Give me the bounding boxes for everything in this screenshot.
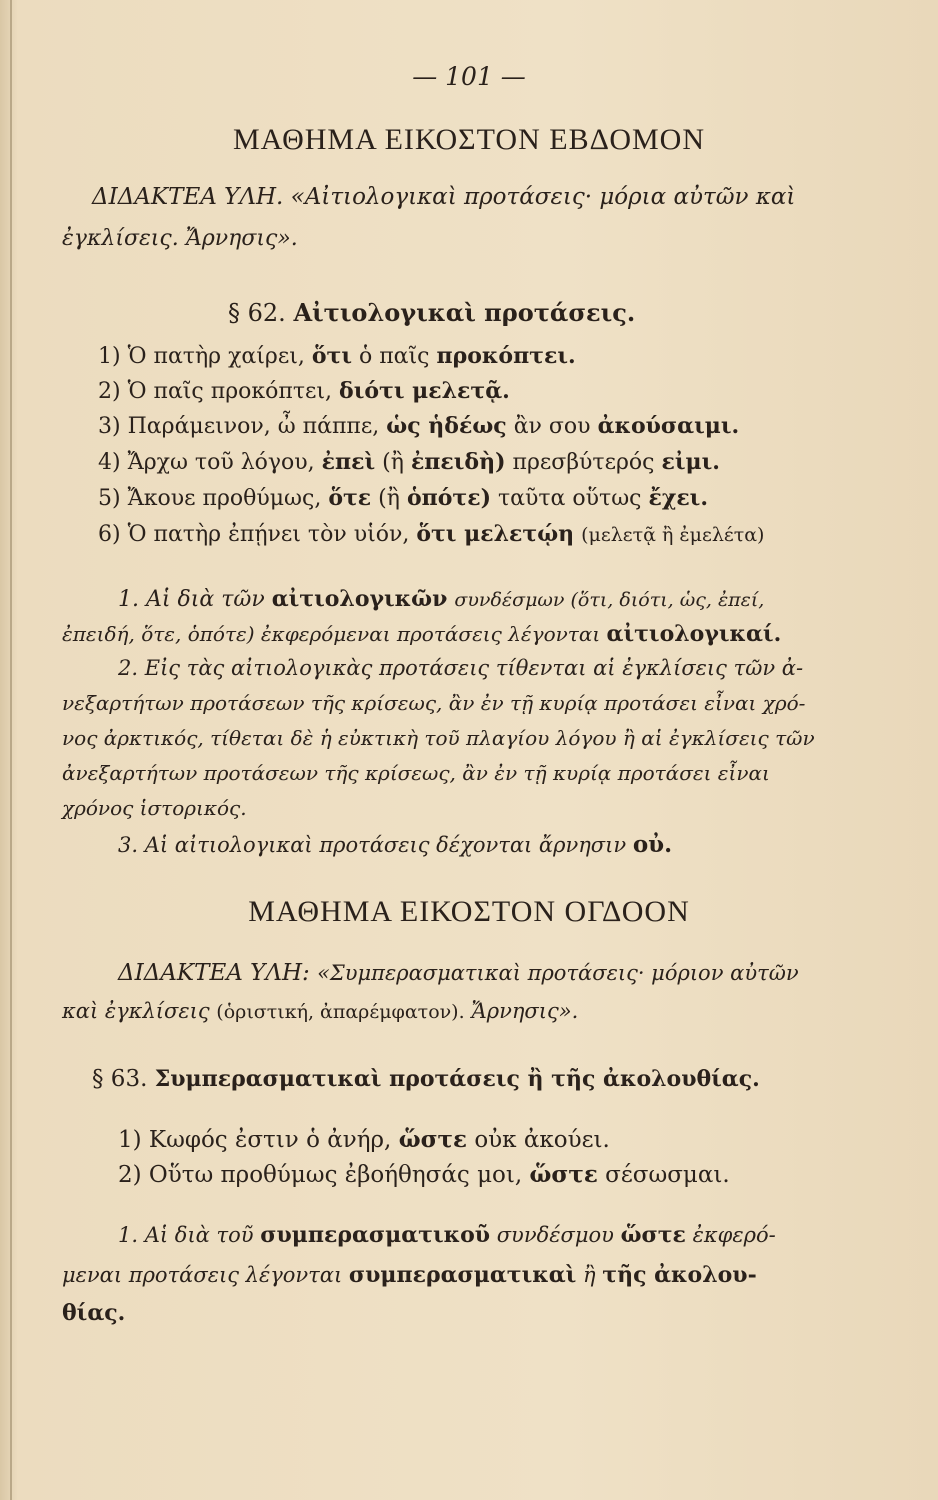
rule-text: συνδέσμου [496,1223,614,1247]
example-text: Ὁ πατὴρ χαίρει, [127,344,305,369]
rule-1-line-1 [118,586,764,612]
rule-2-line-2: νεξαρτήτων προτάσεων τῆς κρίσεως, ἂν ἐν τῇ κυρίᾳ προτάσει εἶναι χρό- [62,691,806,715]
example-number: 1) [118,1127,142,1153]
rule-text: ἢ [582,1263,596,1287]
example-text: (ἢ [382,450,404,475]
example-conjunction: ὡς ἡδέως [386,413,507,439]
rule-2-line-4: ἀνεξαρτήτων προτάσεων τῆς κρίσεως, ἂν ἐν τῇ κυρίᾳ προτάσει εἶναι [62,761,770,785]
material-text: «Συμπερασματικαὶ προτάσεις· μόριον αὐτῶν [317,961,799,985]
example-conjunction: ὅτι μελετῴη [416,521,575,547]
example-text: ἂν σου [513,414,591,439]
material-text-line2: ἐγκλίσεις. Ἄρνησις». [62,226,298,251]
rule-number: 1. [118,1223,139,1247]
example-conjunction: ὁπότε) [406,485,491,511]
lesson-28-title: ΜΑΘΗΜΑ ΕΙΚΟΣΤΟΝ ΟΓΔΟΟΝ [248,895,690,928]
rule-text: Αἱ αἰτιολογικαὶ προτάσεις δέχονται ἄρνησιν [144,833,627,857]
rule-63-1-line-2 [62,1262,757,1288]
example-conjunction: ὅτι [311,343,352,369]
example-text: οὐκ ἀκούει. [474,1127,610,1153]
example-note: (μελετᾷ ἢ ἐμελέτα) [581,524,765,546]
example-conjunction: ἐπειδὴ) [410,449,506,475]
example-conjunction: ὥστε [398,1126,468,1153]
material-label: ΔΙΔΑΚΤΕΑ ΥΛΗ: [118,960,310,986]
rule-text: Αἱ διὰ τῶν [146,587,265,612]
example-text: (ἢ [378,486,400,511]
rule-text: ἐκφερό- [692,1223,776,1247]
example-verb: εἰμι. [661,449,720,475]
example-2 [98,378,510,404]
example-number: 2) [98,379,121,404]
lesson-28-material-line2 [62,999,578,1023]
example-6 [98,521,764,547]
example-number: 3) [98,414,121,439]
page-binding-edge [10,0,12,1500]
example-63-1 [118,1126,610,1153]
rule-1-line-2 [62,621,781,647]
example-text: ὁ παῖς [358,344,430,369]
example-number: 4) [98,450,121,475]
rule-63-1-line-3: θίας. [62,1300,126,1326]
example-verb: προκόπτει. [436,343,576,369]
example-text: Οὕτω προθύμως ἐβοήθησάς μοι, [148,1162,523,1188]
example-text: Ὁ πατὴρ ἐπῄνει τὸν υἱόν, [127,522,410,547]
rule-text: Αἱ διὰ τοῦ [144,1223,254,1247]
section-62-heading [228,298,635,327]
rule-keyword: ὥστε [620,1222,686,1248]
rule-keyword: τῆς ἀκολου- [602,1262,757,1288]
example-text: σέσωσμαι. [605,1162,730,1188]
example-63-2 [118,1161,730,1188]
example-text: Ἄρχω τοῦ λόγου, [127,450,315,475]
rule-keyword: αἰτιολογικαί. [606,621,782,647]
rule-2-line-5: χρόνος ἱστορικός. [62,796,247,820]
section-62-title: Αἰτιολογικαὶ προτάσεις. [293,298,636,327]
lesson-27-material [92,184,795,210]
rule-text: Εἰς τὰς αἰτιολογικὰς προτάσεις τίθενται αἱ ἐγκλίσεις τῶν ἀ- [144,656,804,680]
material-text: Ἄρνησις». [471,999,579,1023]
example-text: ταῦτα οὕτως [497,486,642,511]
rule-2-line-3: νος ἀρκτικός, τίθεται δὲ ἡ εὐκτικὴ τοῦ πλαγίου λόγου ἢ αἱ ἐγκλίσεις τῶν [62,726,815,750]
example-number: 6) [98,522,121,547]
rule-keyword: συμπερασματικοῦ [260,1222,491,1248]
example-text: Ὁ παῖς προκόπτει, [127,379,333,404]
material-text: «Αἰτιολογικαὶ προτάσεις· μόρια αὐτῶν καὶ [290,184,796,210]
example-verb: ἀκούσαιμι. [597,413,740,439]
example-text: Ἄκουε προθύμως, [127,486,322,511]
section-62-number: § 62. [228,299,286,327]
example-3 [98,413,739,439]
example-4 [98,449,720,475]
example-number: 1) [98,344,121,369]
lesson-28-material [118,960,799,986]
example-text: Παράμεινον, ὦ πάππε, [127,414,380,439]
example-conjunction: ὥστε [529,1161,598,1188]
rule-number: 3. [118,833,139,857]
rule-number: 1. [118,587,139,612]
rule-number: 2. [118,656,139,680]
rule-text: ἐπειδή, ὅτε, ὁπότε) ἐκφερόμεναι προτάσεις λέγονται [62,622,601,646]
example-number: 2) [118,1162,142,1188]
rule-text: συνδέσμων (ὅτι, διότι, ὡς, ἐπεί, [454,589,765,611]
section-63-number: § 63. [92,1066,148,1092]
example-conjunction: ὅτε [328,485,372,511]
section-63-heading [92,1066,760,1092]
rule-keyword: αἰτιολογικῶν [271,586,448,612]
example-1 [98,343,576,369]
rule-keyword: οὐ. [632,831,673,858]
example-verb: ἔχει. [648,485,708,511]
page-number: — 101 — [412,62,526,91]
example-number: 5) [98,486,121,511]
rule-keyword: συμπερασματικαὶ [348,1262,577,1288]
lesson-27-title: ΜΑΘΗΜΑ ΕΙΚΟΣΤΟΝ ΕΒΔΟΜΟΝ [232,123,706,156]
example-text: πρεσβύτερός [512,450,655,475]
material-text: (ὁριστική, ἀπαρέμφατον). [216,1001,465,1023]
rule-2-line-1 [118,656,803,680]
example-text: Κωφός ἐστιν ὁ ἀνήρ, [148,1127,392,1153]
material-text: καὶ ἐγκλίσεις [62,999,210,1023]
section-63-title: Συμπερασματικαὶ προτάσεις ἢ τῆς ἀκολουθίας. [154,1066,760,1092]
example-conjunction: ἐπεὶ [321,449,376,475]
rule-text: μεναι προτάσεις λέγονται [62,1263,343,1287]
example-5 [98,485,708,511]
example-conjunction: διότι μελετᾷ. [339,378,510,404]
rule-3 [118,831,672,858]
material-label: ΔΙΔΑΚΤΕΑ ΥΛΗ. [92,184,284,210]
rule-63-1-line-1 [118,1222,776,1248]
